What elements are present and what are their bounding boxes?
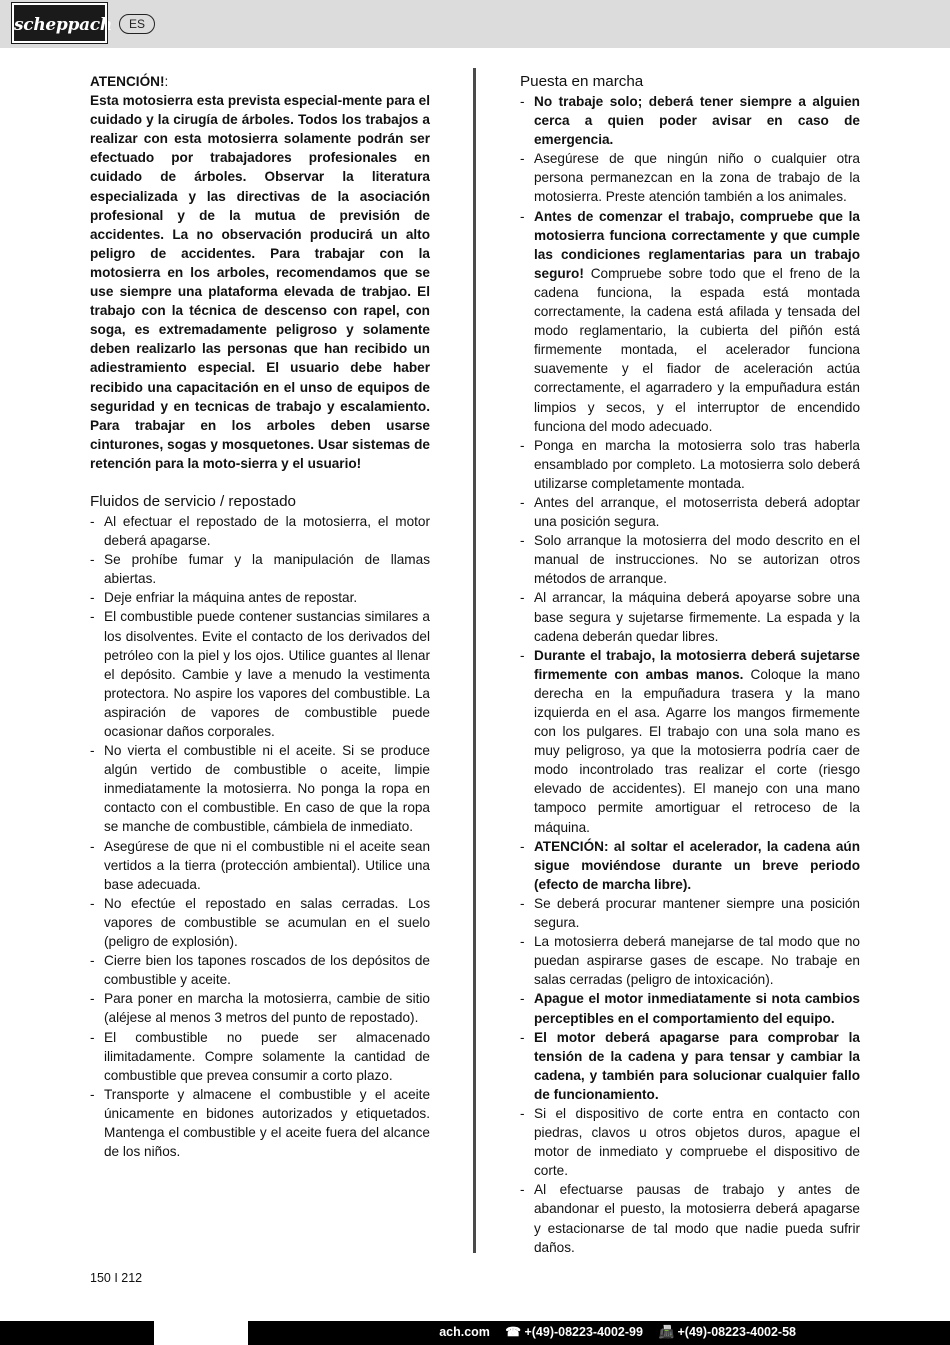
section-title-startup: Puesta en marcha (520, 73, 644, 90)
warning-label: ATENCIÓN! (90, 74, 165, 89)
list-item-text: Asegúrese de que ningún niño o cualquier otra persona permanezcan en la zona de trabajo de la motosierra. Preste atención también a los animales. (534, 151, 860, 205)
footer-white-block (154, 1321, 248, 1345)
list-item-bold: El motor deberá apagarse para comprobar la tensión de la cadena y para tensar y cambiar la cadena, y también para solucionar cualquier fallo de funcionamiento. (534, 1029, 860, 1102)
list-item-text: Se deberá procurar mantener siempre una posición segura. (534, 895, 860, 931)
list-item-bold: Durante el trabajo, la motosierra deberá sujetarse firmemente con ambas manos. (534, 647, 860, 682)
brand-logo: scheppach (12, 3, 107, 43)
fax-icon: 📠 (658, 1325, 675, 1339)
list-item-bold: ATENCIÓN: al soltar el acelerador, la cadena aún sigue moviéndose durante un breve periodo (efecto de marcha libre). (534, 838, 860, 892)
list-item: - No efectúe el repostado en salas cerradas. Los vapores de combustible se acumulan en el suelo (peligro de explosión). (90, 894, 430, 951)
list-item (520, 207, 860, 436)
list-item-text: Antes del arranque, el motoserrista deberá adoptar una posición segura. (534, 494, 860, 530)
language-badge: ES (119, 14, 155, 34)
list-item (520, 837, 860, 894)
list-item (520, 92, 860, 149)
phone-icon: ☎ (505, 1325, 521, 1339)
list-item: - Transporte y almacene el combustible y el aceite únicamente en bidones autorizados y etiquetados. Mantenga el combustible y el aceite fuera del alcance de los niños. (90, 1085, 430, 1161)
page-number: 150 I 212 (90, 1271, 143, 1285)
list-item (520, 493, 860, 531)
list-item: - Para poner en marcha la motosierra, cambie de sitio (aléjese al menos 3 metros del punto de repostado). (90, 989, 430, 1027)
warning-intro (90, 72, 430, 473)
list-item-bold: No trabaje solo; deberá tener siempre a alguien cerca a quien poder avisar en caso de emergencia. (534, 94, 860, 148)
list-item: - Deje enfriar la máquina antes de repostar. (90, 588, 430, 607)
footer-bar (0, 1321, 950, 1345)
list-item (520, 894, 860, 932)
list-item-bold: Apague el motor inmediatamente si nota cambios perceptibles en el comportamiento del equipo. (534, 991, 860, 1026)
list-item (520, 1028, 860, 1104)
footer-contact (250, 1321, 950, 1345)
list-item: - El combustible no puede ser almacenado ilimitadamente. Compre solamente la cantidad de combustible que prevea consumir a corto plazo. (90, 1028, 430, 1085)
left-column (90, 72, 430, 1161)
list-item (520, 149, 860, 206)
warning-text: Esta motosierra esta prevista especial-mente para el cuidado y la cirugía de árboles. Todos los trabajos a realizar con esta motosierra solamente podrán ser efectuado por trabajadores profesionales en cuidado de árboles. Observar la literatura especializada y las directivas de la asociación profesional y de la mutua de previsión de accidentes. La no observación producirá un alto peligro de accidentes. Para trabajar con la motosierra en los arboles, recomendamos que se use siempre una plataforma elevada de trabjao. El trabajo con la técnica de descenso con rapel, con soga, es extremadamente peligroso y solamente deben realizarlo las personas que han recibido un adiestramiento especial. El usuario debe haber recibido una capacitación en el unso de equipos de seguridad y en tecnicas de trabajo y escalamiento. Para trabajar en los arboles deben usarse cinturones, sogas y mosquetones. Usar sistemas de retención para la moto-sierra y el usuario! (90, 93, 430, 471)
list-item-text: Ponga en marcha la motosierra solo tras haberla ensamblado por completo. La motosierra solo deberá utilizarse completamente montada. (534, 437, 860, 491)
list-item-text: Al arrancar, la máquina deberá apoyarse sobre una base segura y sujetarse firmemente. La espada y la cadena deberán quedar libres. (534, 590, 860, 644)
header-bar (0, 0, 950, 48)
section-title-fluids: Fluidos de servicio / repostado (90, 492, 296, 510)
footer-fax: +(49)-08223-4002-58 (677, 1325, 796, 1339)
list-item: - Se prohíbe fumar y la manipulación de llamas abiertas. (90, 550, 430, 588)
column-divider (473, 68, 476, 1253)
list-item (520, 932, 860, 989)
list-item-bold: Antes de comenzar el trabajo, compruebe que la motosierra funciona correctamente y que cumple las condiciones reglamentarias para un trabajo seguro! (534, 208, 860, 281)
list-item (520, 646, 860, 837)
footer-phone: +(49)-08223-4002-99 (524, 1325, 643, 1339)
list-item (520, 531, 860, 588)
list-item (520, 1180, 860, 1256)
list-item-text: La motosierra deberá manejarse de tal modo que no puedan aspirarse gases de escape. No trabaje en salas cerradas (peligro de intoxicación). (534, 934, 860, 988)
list-item (520, 1104, 860, 1180)
warning-colon: : (164, 74, 169, 89)
list-item: - Cierre bien los tapones roscados de los depósitos de combustible y aceite. (90, 951, 430, 989)
startup-list (520, 92, 860, 1257)
list-item: - Asegúrese de que ni el combustible ni el aceite sean vertidos a la tierra (protección ambiental). Utilice una base adecuada. (90, 837, 430, 894)
list-item-text: Solo arranque la motosierra del modo descrito en el manual de instrucciones. No se autorizan otros métodos de arranque. (534, 533, 860, 587)
list-item-text: Si el dispositivo de corte entra en contacto con piedras, clavos u otros objetos duros, apague el motor de inmediato y compruebe el dispositivo de corte. (534, 1105, 860, 1179)
right-column (520, 72, 860, 1257)
list-item: - No vierta el combustible ni el aceite. Si se produce algún vertido de combustible o aceite, limpie inmediatamente la motosierra. No ponga la ropa en contacto con el combustible. En caso de que la ropa se manche de combustible, cámbiela de inmediato. (90, 741, 430, 836)
list-item (520, 436, 860, 493)
list-item-text: Coloque la mano derecha en la empuñadura trasera y la mano izquierda en el asa. Agarre los mangos firmemente con los pulgares. El trabajo con una sola mano es muy peligroso, ya que la motosierra podría caer de modo incontrolado tras realizar el corte (riesgo elevado de accidentes). El manejo con una mano tampoco permite amortiguar el retroceso de la máquina. (534, 666, 860, 835)
list-item-text: Compruebe sobre todo que el freno de la cadena funciona, la espada está montada correctamente, la cadena está afilada y tensada del modo reglamentario, la cubierta del piñón está firmemente montada, el acelerador funciona suavemente y el fiador de aceleración actúa correctamente, el agarradero y la empuñadura están limpios y secos, y el interruptor de encendido funciona del modo adecuado. (534, 265, 860, 434)
list-item: - El combustible puede contener sustancias similares a los disolventes. Evite el contacto de los derivados del petróleo con la piel y los ojos. Utilice guantes al llenar el depósito. Cambie y lave a menudo la vestimenta protectora. No aspire los vapores del combustible. La aspiración de vapores de combustible puede ocasionar daños corporales. (90, 607, 430, 741)
footer-website: ach.com (439, 1325, 490, 1339)
fluids-list (90, 512, 430, 1161)
list-item: - Al efectuar el repostado de la motosierra, el motor deberá apagarse. (90, 512, 430, 550)
list-item-text: Al efectuarse pausas de trabajo y antes de abandonar el puesto, la motosierra deberá apagarse y estacionarse de tal modo que nadie pueda sufrir daños. (534, 1182, 860, 1255)
list-item (520, 588, 860, 645)
list-item (520, 989, 860, 1027)
